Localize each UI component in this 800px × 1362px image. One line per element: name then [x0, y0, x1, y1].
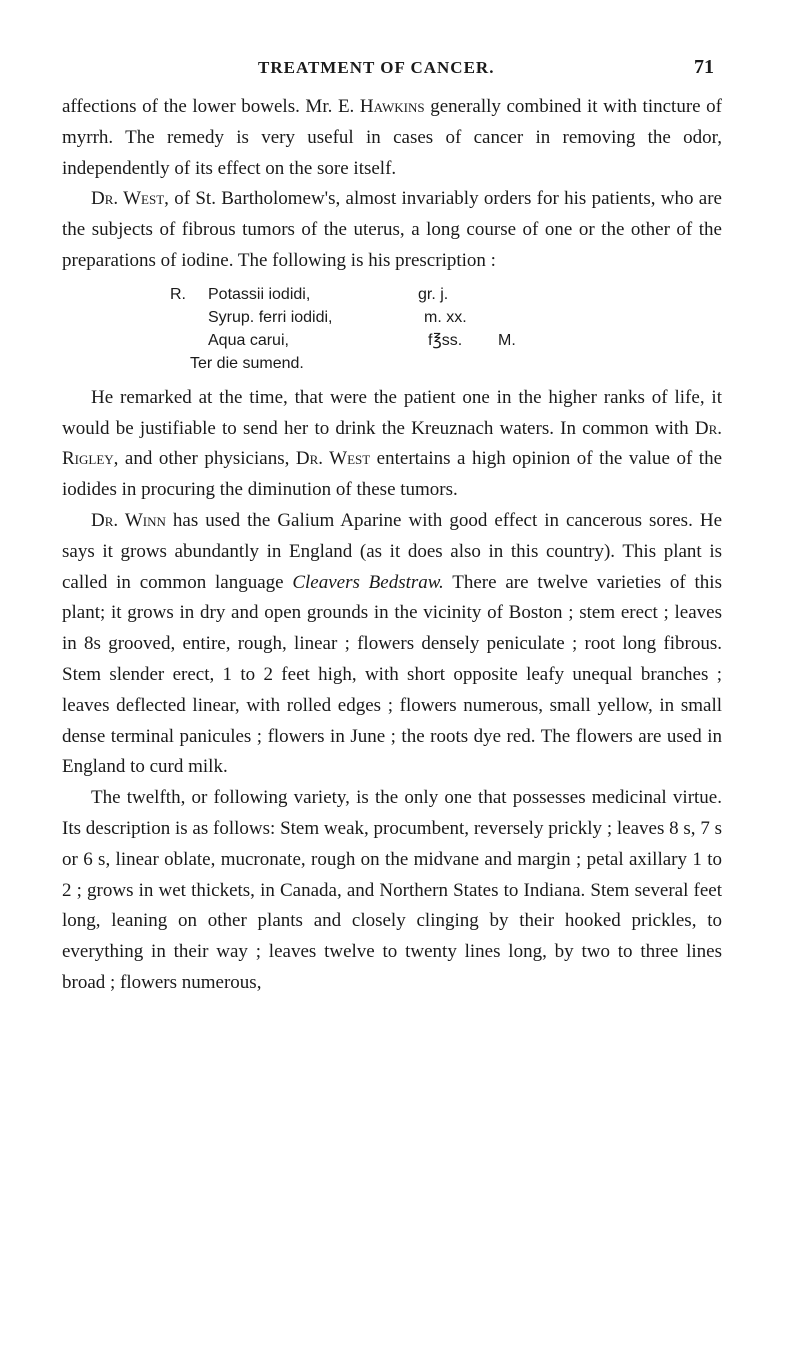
prescription-drug: Syrup. ferri iodidi, — [208, 308, 333, 326]
paragraph-2: Dr. West, of St. Bartholomew's, almost invariably orders for his patients, who are the subjects of fibrous tumors of the uterus, a long course of one or the other of the preparations of iodine. The following is his prescription : — [62, 188, 722, 271]
name-dr-west: Dr. West — [295, 448, 371, 470]
page-header — [0, 58, 800, 84]
name-dr-west: Dr. West — [91, 188, 165, 210]
prescription — [62, 283, 722, 375]
plant-name: Cleavers Bedstraw. — [292, 571, 444, 593]
prescription-r-label: R. — [170, 285, 186, 303]
prescription-qty: gr. j. — [418, 285, 449, 303]
paragraph-3: He remarked at the time, that were the patient one in the higher ranks of life, it would be justifiable to send her to drink the Kreuznach waters. In common with Dr. Rigley, and other physicians, Dr. West entertains a high opinion of the value of the iodides in procuring the diminution of these tumors. — [62, 386, 722, 501]
name-dr-rigley: Dr. Rigley — [62, 417, 722, 470]
page-body — [62, 92, 722, 999]
prescription-row — [62, 352, 722, 375]
page-number: 71 — [694, 56, 714, 78]
paragraph-1: affections of the lower bowels. Mr. E. Hawkins generally combined it with tincture of myrrh. The remedy is very useful in cases of cancer in removing the odor, independently of its effect on the sore itself. — [62, 96, 723, 179]
prescription-qty: f℥ss. — [428, 331, 463, 349]
prescription-mix-mark: M. — [498, 331, 516, 349]
prescription-drug: Aqua carui, — [208, 331, 289, 349]
paragraph-4: Dr. Winn has used the Galium Aparine with good effect in cancerous sores. He says it grows abundantly in England (as it does also in this country). This plant is called in common language Cleavers Bedstraw. There are twelve varieties of this plant; it grows in dry and open grounds in the vicinity of Boston ; stem erect ; leaves in 8s grooved, entire, rough, linear ; flowers densely peniculate ; root long fibrous. Stem slender erect, 1 to 2 feet high, with short opposite leafy unequal branches ; leaves deflected linear, with rolled edges ; flowers numerous, small yellow, in small dense terminal panicules ; flowers in June ; the roots dye red. The flowers are used in England to curd milk. — [62, 509, 723, 778]
prescription-row — [62, 283, 722, 306]
prescription-row — [62, 329, 722, 352]
name-dr-winn: Dr. Winn — [91, 509, 166, 531]
name-hawkins: Hawkins — [359, 96, 425, 117]
prescription-directions: Ter die sumend. — [190, 354, 304, 372]
paragraph-5: The twelfth, or following variety, is the only one that possesses medicinal virtue. Its description is as follows: Stem weak, procumbent, reversely prickly ; leaves 8 s, 7 s or 6 s, linear oblate, mucronate, rough on the midvane and margin ; petal axillary 1 to 2 ; grows in wet thickets, in Canada, and Northern States to Indiana. Stem several feet long, leaning on other plants and closely clinging by their hooked prickles, to everything in their way ; leaves twelve to twenty lines long, by two to three lines broad ; flowers numerous, — [62, 787, 722, 993]
prescription-qty: m. xx. — [424, 308, 467, 326]
prescription-drug: Potassii iodidi, — [208, 285, 311, 303]
running-title: TREATMENT OF CANCER. — [258, 58, 495, 77]
prescription-row — [62, 306, 722, 329]
